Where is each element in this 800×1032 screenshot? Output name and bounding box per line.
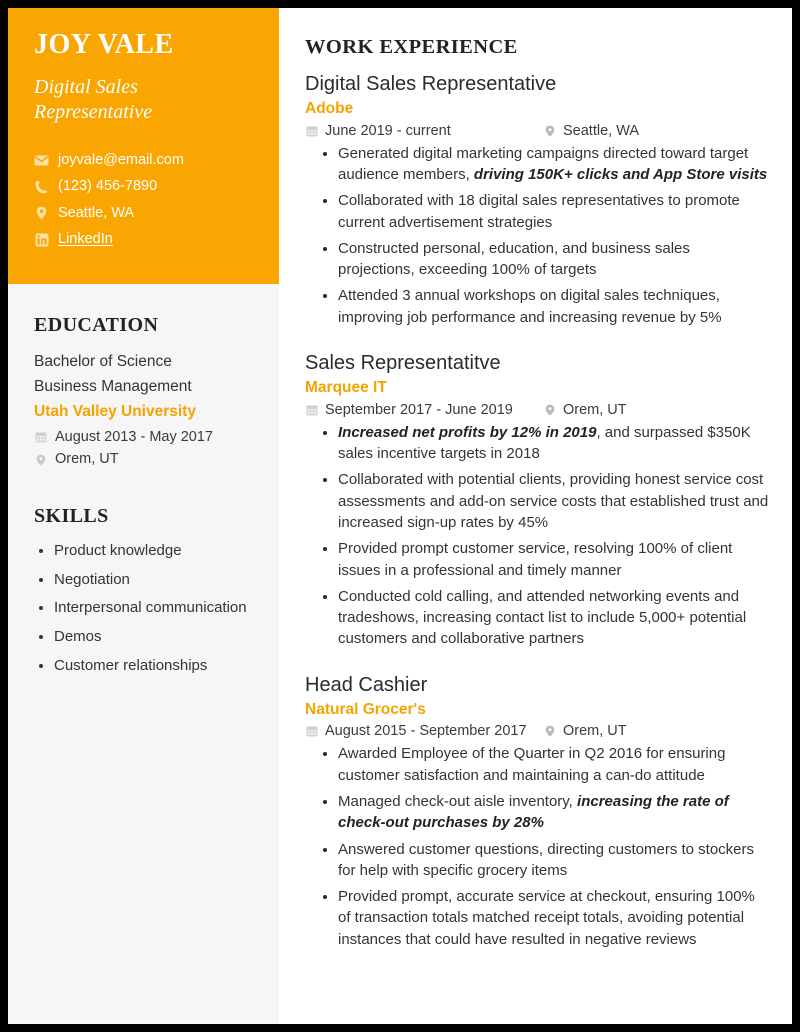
contact-location-label: Seattle, WA xyxy=(58,204,135,221)
calendar-icon xyxy=(305,125,318,137)
location-pin-icon xyxy=(34,206,49,220)
skills-section xyxy=(34,505,253,678)
job-dates xyxy=(305,402,543,418)
contact-phone-label: (123) 456-7890 xyxy=(58,178,158,195)
list-item: • Generated digital marketing campaigns directed toward target audience members, driving 150K+ clicks and App Store visits xyxy=(338,143,770,186)
location-pin-icon xyxy=(543,725,556,737)
bullet-emphasis: increasing the rate of check-out purchases by 28% xyxy=(338,793,729,832)
location-pin-icon xyxy=(34,454,47,466)
list-item: • Awarded Employee of the Quarter in Q2 2016 for ensuring customer satisfaction and maintaining a can-do attitude xyxy=(338,743,770,786)
contact-email-label: joyvale@email.com xyxy=(58,151,184,168)
job-dates-label: June 2019 - current xyxy=(325,122,451,139)
linkedin-icon xyxy=(34,233,49,247)
job-dates xyxy=(305,723,543,739)
contact-list xyxy=(34,152,253,249)
calendar-icon xyxy=(305,404,318,416)
list-item: • Increased net profits by 12% in 2019, and surpassed $350K sales incentive targets in 2018 xyxy=(338,422,770,465)
main-content xyxy=(295,8,792,1024)
job-location xyxy=(543,402,627,418)
job-entry xyxy=(305,350,770,650)
job-location-label: Seattle, WA xyxy=(563,122,640,139)
list-item: • Provided prompt, accurate service at checkout, ensuring 100% of transaction totals matched receipt totals, avoiding potential instances that could have resulted in negative reviews xyxy=(338,886,770,950)
skills-list xyxy=(34,540,253,678)
list-item: • Conducted cold calling, and attended networking events and tradeshows, increasing contact list to include 5,000+ potential customers and collaborative partners xyxy=(338,586,770,650)
job-title: Sales Representatitve xyxy=(305,352,501,375)
candidate-name: JOY VALE xyxy=(34,29,174,60)
job-bullets xyxy=(305,422,770,650)
job-meta xyxy=(305,123,770,139)
jobs-container xyxy=(305,71,770,950)
list-item: • Collaborated with potential clients, providing honest service cost assessments and add-on service costs that established trust and increased sign-up rates by 45% xyxy=(338,469,770,533)
job-bullets xyxy=(305,743,770,950)
location-pin-icon xyxy=(543,125,556,137)
job-title: Digital Sales Representative xyxy=(305,73,557,95)
contact-email[interactable] xyxy=(34,152,253,169)
job-company: Adobe xyxy=(305,100,354,117)
job-company: Marquee IT xyxy=(305,379,387,397)
job-dates xyxy=(305,123,543,139)
job-bullets xyxy=(305,143,770,328)
education-location xyxy=(34,448,253,470)
job-location-label: Orem, UT xyxy=(563,723,627,740)
candidate-title: Digital Sales Representative xyxy=(34,75,153,124)
location-pin-icon xyxy=(543,404,556,416)
job-dates-label: August 2015 - September 2017 xyxy=(325,723,527,740)
calendar-icon xyxy=(34,431,47,443)
sidebar-body xyxy=(8,284,279,678)
list-item: • Customer relationships xyxy=(54,655,253,678)
list-item: • Managed check-out aisle inventory, increasing the rate of check-out purchases by 28% xyxy=(338,791,770,834)
education-major: Business Management xyxy=(34,377,192,395)
job-location xyxy=(543,123,639,139)
bullet-emphasis: Increased net profits by 12% in 2019 xyxy=(338,423,597,441)
column-divider xyxy=(279,8,295,1024)
list-item: • Collaborated with 18 digital sales representatives to promote current advertisement strategies xyxy=(338,190,770,233)
contact-linkedin-label: LinkedIn xyxy=(58,231,113,248)
envelope-icon xyxy=(34,155,49,166)
calendar-icon xyxy=(305,725,318,737)
education-heading: EDUCATION xyxy=(34,313,159,336)
bullet-emphasis: driving 150K+ clicks and App Store visits xyxy=(473,165,768,183)
contact-linkedin[interactable] xyxy=(34,231,253,248)
phone-icon xyxy=(34,180,49,194)
education-degree: Bachelor of Science xyxy=(34,352,172,370)
job-dates-label: September 2017 - June 2019 xyxy=(325,401,513,418)
job-company: Natural Grocer's xyxy=(305,700,426,718)
job-location xyxy=(543,723,627,739)
sidebar xyxy=(8,8,279,1024)
contact-phone[interactable] xyxy=(34,178,253,195)
section-spacer xyxy=(34,471,253,505)
education-location-label: Orem, UT xyxy=(55,451,119,468)
education-dates-label: August 2013 - May 2017 xyxy=(55,428,213,445)
job-entry xyxy=(305,71,770,328)
sidebar-header xyxy=(8,8,279,284)
list-item: • Demos xyxy=(54,626,253,649)
list-item: • Interpersonal communication xyxy=(54,597,253,620)
job-meta xyxy=(305,402,770,418)
job-location-label: Orem, UT xyxy=(563,401,627,418)
job-title: Head Cashier xyxy=(305,673,428,696)
job-entry xyxy=(305,672,770,950)
skills-heading: SKILLS xyxy=(34,504,109,527)
education-dates xyxy=(34,426,253,448)
job-meta xyxy=(305,723,770,739)
list-item: • Constructed personal, education, and business sales projections, exceeding 100% of targets xyxy=(338,238,770,281)
education-school: Utah Valley University xyxy=(34,402,196,420)
list-item: • Negotiation xyxy=(54,569,253,592)
education-section xyxy=(34,314,253,471)
work-experience-heading: WORK EXPERIENCE xyxy=(305,36,518,58)
resume-page xyxy=(8,8,792,1024)
list-item: • Answered customer questions, directing customers to stockers for help with specific grocery items xyxy=(338,839,770,882)
list-item: • Provided prompt customer service, resolving 100% of client issues in a professional and timely manner xyxy=(338,538,770,581)
contact-location xyxy=(34,205,253,222)
list-item: • Attended 3 annual workshops on digital sales techniques, improving job performance and increasing revenue by 5% xyxy=(338,285,770,328)
list-item: • Product knowledge xyxy=(54,540,253,563)
